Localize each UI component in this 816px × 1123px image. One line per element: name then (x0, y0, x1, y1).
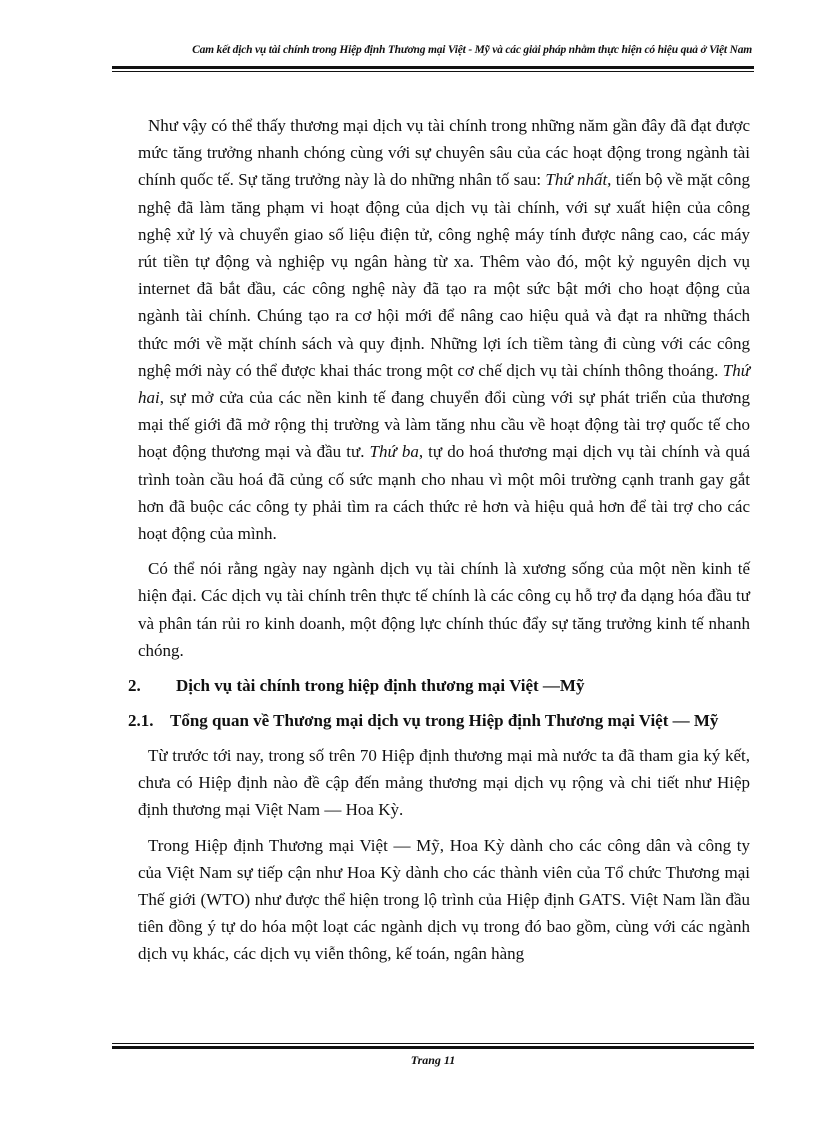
paragraph-agreements: Từ trước tới nay, trong số trên 70 Hiệp định thương mại mà nước ta đã tham gia ký kết, chưa có Hiệp định nào đề cập đến mảng thương mại dịch vụ rộng và chi tiết như Hiệp định thương mại Việt Nam — Hoa Kỳ. (138, 746, 750, 820)
section-heading-2-1 (128, 707, 750, 734)
paragraph-backbone: Có thể nói rằng ngày nay ngành dịch vụ tài chính là xương sống của một nền kinh tế hiện đại. Các dịch vụ tài chính trên thực tế chính là các công cụ hỗ trợ đa dạng hóa đầu tư và phân tán rủi ro kinh doanh, một động lực chính thúc đẩy sự tăng trưởng kinh tế nhanh chóng. (138, 559, 750, 660)
paragraph-text: Như vậy có thể thấy thương mại dịch vụ tài chính trong những năm gần đây đã đạt được mức tăng trưởng nhanh chóng cùng với sự chuyên sâu của các hoạt động trong ngành tài chính quốc tế. Sự tăng trưởng này là do những nhân tố sau: (138, 116, 750, 190)
paragraph-text: , sự mở cửa của các nền kinh tế đang chuyển đổi cùng với sự phát triển của thương mại thế giới đã mở rộng thị trường và làm tăng nhu cầu về hoạt động tài trợ quốc tế cho hoạt động thương mại và đầu tư. (138, 388, 750, 462)
emphasis-second: Thứ hai (138, 360, 750, 408)
paragraph-growth-factors (138, 112, 750, 547)
page-number: Trang 11 (410, 1053, 456, 1067)
section-title: Dịch vụ tài chính trong hiệp định thương mại Việt —Mỹ (176, 676, 585, 696)
header-rule-thick (112, 66, 754, 69)
section-number: 2.1. (128, 711, 154, 731)
footer-rule-thin (112, 1043, 754, 1044)
emphasis-first: Thứ nhất (545, 170, 608, 190)
page-header: Cam kết dịch vụ tài chính trong Hiệp định Thương mại Việt - Mỹ và các giải pháp nhằm thực hiện có hiệu quả ở Việt Nam (192, 44, 752, 56)
paragraph-text: , tiến bộ về mặt công nghệ đã làm tăng phạm vi hoạt động của dịch vụ tài chính, với sự xuất hiện của công nghệ xử lý và chuyển giao số liệu điện tử, công nghệ máy tính được nâng cao, các máy rút tiền tự động và nghiệp vụ ngân hàng từ xa. Thêm vào đó, một kỷ nguyên dịch vụ internet đã bắt đầu, các công nghệ này đã tạo ra một sức bật mới cho hoạt động của ngành tài chính. Chúng tạo ra cơ hội mới để nâng cao hiệu quả và đạt ra những thách thức mới về mặt chính sách và quy định. Những lợi ích tiềm tàng đi cùng với các công nghệ mới này có thể được khai thác trong một cơ chế dịch vụ tài chính thông thoáng. (138, 170, 750, 380)
paragraph-us-access: Trong Hiệp định Thương mại Việt — Mỹ, Hoa Kỳ dành cho các công dân và công ty của Việt Nam sự tiếp cận như Hoa Kỳ dành cho các thành viên của Tổ chức Thương mại Thế giới (WTO) như được thể hiện trong lộ trình của Hiệp định GATS. Việt Nam lần đầu tiên đồng ý tự do hóa một loạt các ngành dịch vụ trong đó bao gồm, cùng với các ngành dịch vụ khác, các dịch vụ viễn thông, kế toán, ngân hàng (138, 835, 750, 964)
section-title: Tổng quan về Thương mại dịch vụ trong Hiệp định Thương mại Việt — Mỹ (170, 711, 719, 731)
paragraph-text: , tự do hoá thương mại dịch vụ tài chính và quá trình toàn cầu hoá đã củng cố sức mạnh cho nhau vì một môi trường cạnh tranh gay gắt hơn đã buộc các công ty phải tìm ra cách thức rẻ hơn và hiệu quả hơn để tài trợ cho các hoạt động của mình. (138, 442, 750, 544)
page-body (128, 112, 750, 976)
header-rule-thin (112, 71, 754, 72)
footer-rule-thick (112, 1046, 754, 1049)
section-number: 2. (128, 676, 141, 696)
section-heading-2 (128, 672, 750, 699)
emphasis-third: Thứ ba (369, 442, 419, 462)
